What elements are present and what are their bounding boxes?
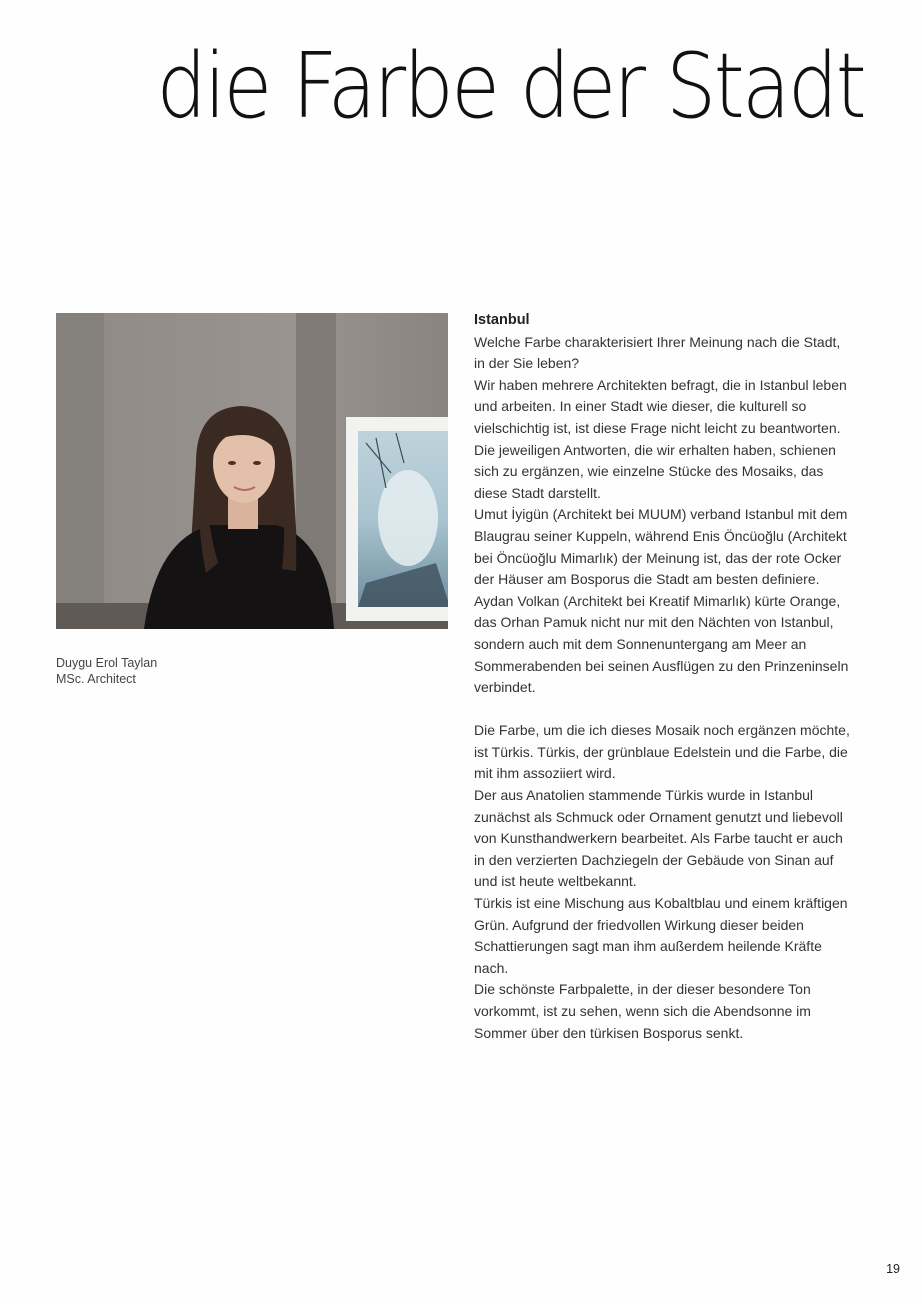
article-body [474, 310, 854, 1044]
caption-role: MSc. Architect [56, 672, 136, 686]
paragraph-gap [474, 699, 854, 721]
portrait-photo [56, 313, 448, 629]
page-number: 19 [886, 1262, 900, 1276]
paragraph: Welche Farbe charakterisiert Ihrer Meinung nach die Stadt, in der Sie leben? [474, 333, 841, 372]
article-heading: Istanbul [474, 312, 530, 328]
page-title: die Farbe der Stadt [156, 34, 864, 139]
paragraph: Türkis ist eine Mischung aus Kobaltblau und einem kräftigen Grün. Aufgrund der friedvollen Wirkung dieser beiden Schattierungen sagt man ihm außerdem heilende Kräfte nach. [474, 895, 848, 976]
paragraph: Die Farbe, um die ich dieses Mosaik noch ergänzen möchte, ist Türkis. Türkis, der grünblaue Edelstein und die Farbe, die mit ihm assoziiert wird. [474, 722, 850, 782]
caption-name: Duygu Erol Taylan [56, 656, 158, 670]
photo-caption [56, 655, 157, 687]
paragraph: Umut İyigün (Architekt bei MUUM) verband Istanbul mit dem Blaugrau seiner Kuppeln, während Enis Öncüoğlu (Architekt bei Öncüoğlu Mimarlık) der Meinung ist, das der rote Ocker der Häuser am Bosporus die Stadt am besten definiere. Aydan Volkan (Architekt bei Kreatif Mimarlık) kürte Orange, das Orhan Pamuk nicht nur mit den Nächten von Istanbul, sondern auch mit dem Sonnenuntergang am Meer an Sommerabenden bei seinen Ausflügen zu den Prinzeninseln verbindet. [474, 506, 849, 696]
paragraph: Die schönste Farbpalette, in der dieser besondere Ton vorkommt, ist zu sehen, wenn sich die Abendsonne im Sommer über den türkisen Bosporus senkt. [474, 981, 811, 1041]
paragraph: Der aus Anatolien stammende Türkis wurde in Istanbul zunächst als Schmuck oder Ornament genutzt und liebevoll von Kunsthandwerkern bearbeitet. Als Farbe taucht er auch in den verzierten Dachziegeln der Gebäude von Sinan auf und ist heute weltbekannt. [474, 787, 843, 890]
paragraph: Wir haben mehrere Architekten befragt, die in Istanbul leben und arbeiten. In einer Stadt wie dieser, die kulturell so vielschichtig ist, ist diese Frage nicht leicht zu beantworten. Die jeweiligen Antworten, die wir erhalten haben, schienen sich zu ergänzen, wie einzelne Stücke des Mosaiks, das diese Stadt darstellt. [474, 376, 847, 501]
